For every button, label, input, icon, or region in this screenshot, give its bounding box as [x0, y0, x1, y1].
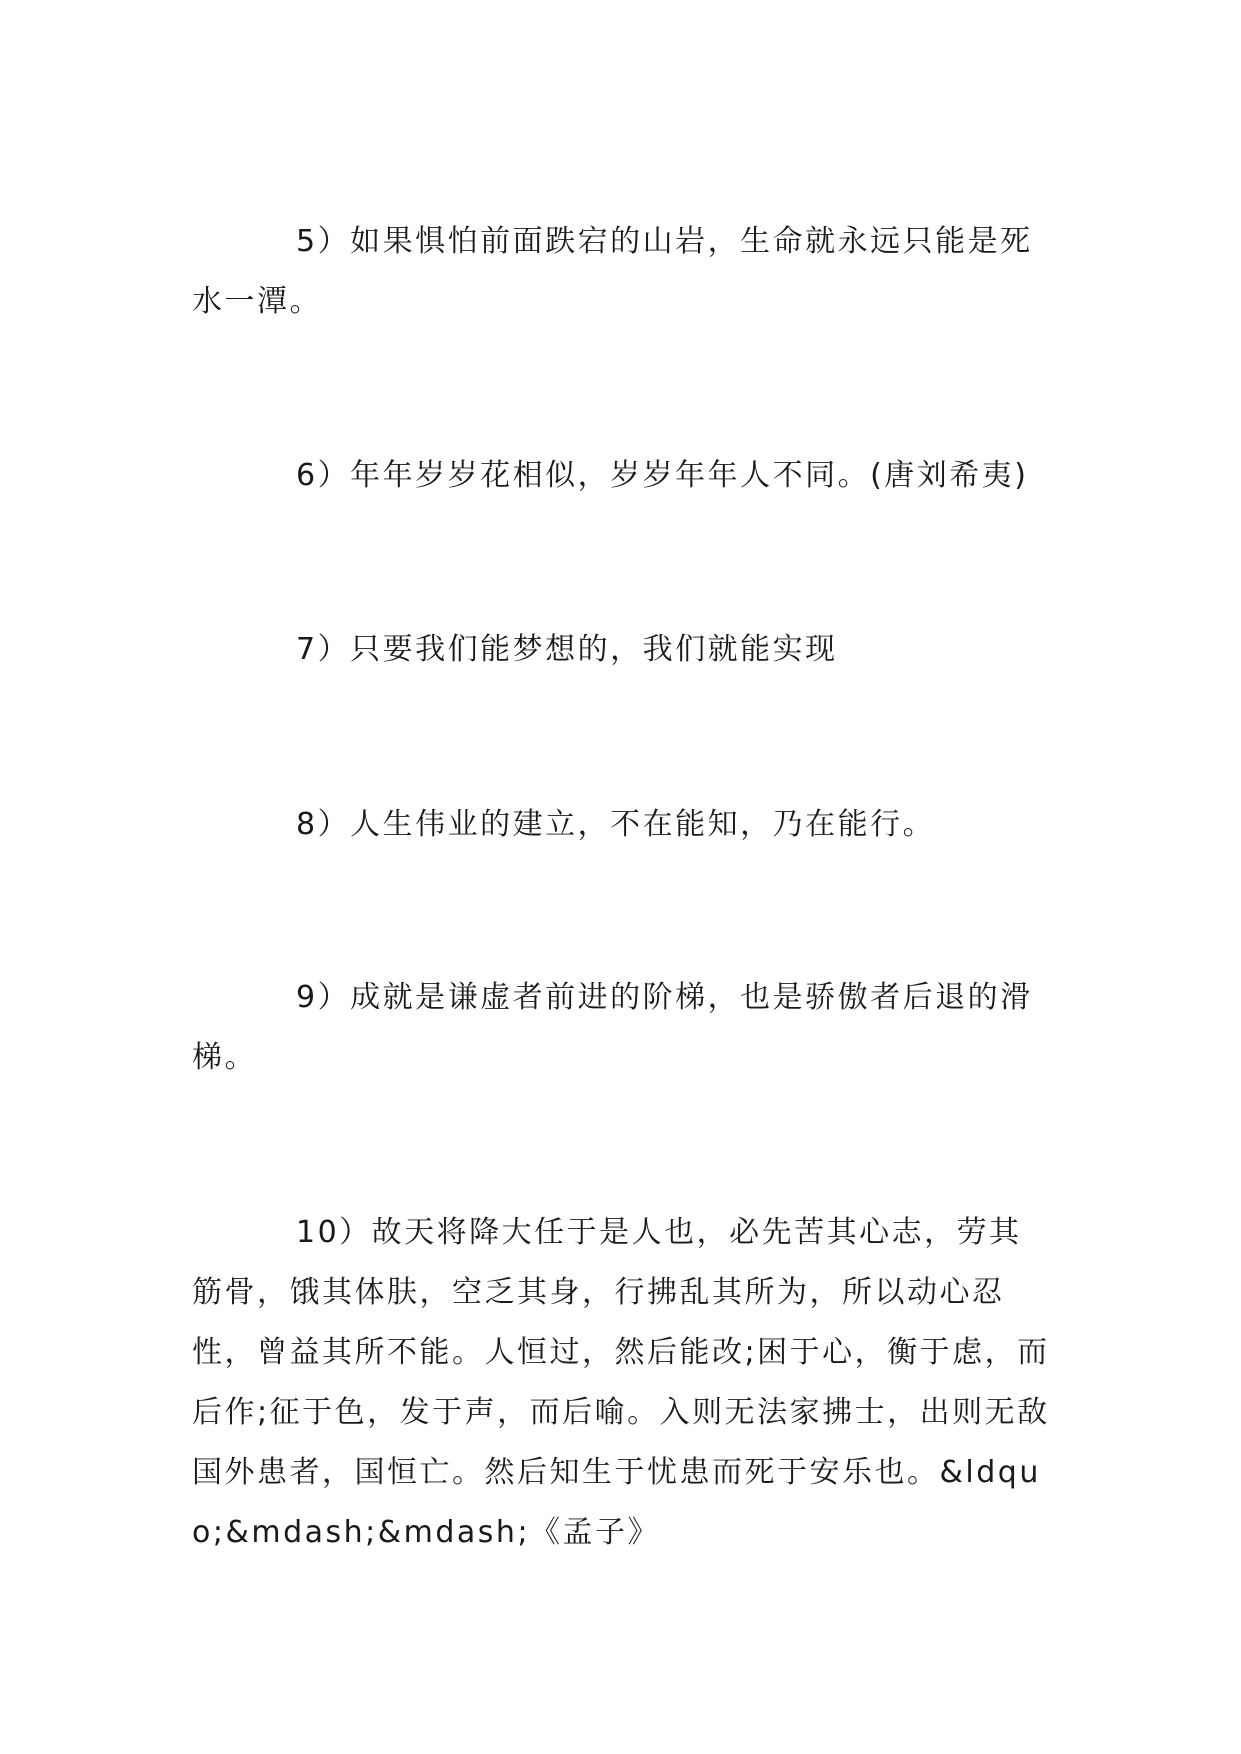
- quote-paragraph-8: 8）人生伟业的建立，不在能知，乃在能行。: [296, 807, 936, 842]
- quote-paragraph-10: 10）故天将降大任于是人也，必先苦其心志，劳其筋骨，饿其体肤，空乏其身，行拂乱其所为，所以动心忍性，曾益其所不能。人恒过，然后能改;困于心，衡于虑，而后作;征于色，发于声，而后喻。入则无法家拂士，出则无敌国外患者，国恒亡。然后知生于忧患而死于安乐也。&ldquo;&mdash;&mdash;《孟子》: [192, 1215, 1050, 1550]
- quote-paragraph-7: 7）只要我们能梦想的，我们就能实现: [296, 632, 838, 667]
- quote-paragraph-5: 5）如果惧怕前面跌宕的山岩，生命就永远只能是死水一潭。: [192, 224, 1033, 319]
- quote-paragraph-9: 9）成就是谦虚者前进的阶梯，也是骄傲者后退的滑梯。: [192, 980, 1033, 1075]
- quote-paragraph-6: 6）年年岁岁花相似，岁岁年年人不同。(唐刘希夷): [296, 458, 1029, 493]
